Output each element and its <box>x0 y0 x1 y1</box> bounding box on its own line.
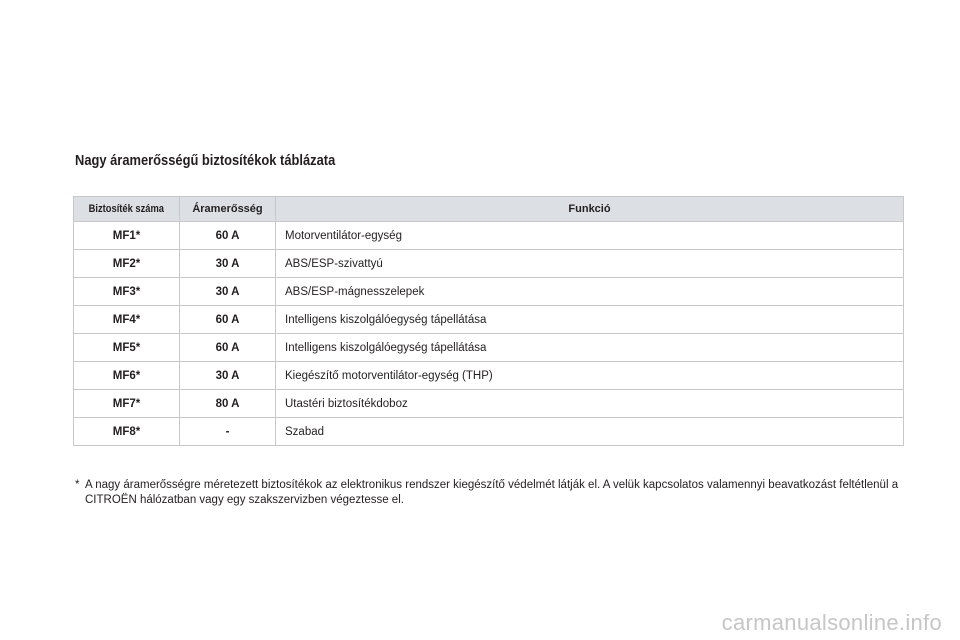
table-header-row <box>74 197 904 222</box>
table-row <box>74 306 904 334</box>
header-fuse-number: Biztosíték száma <box>74 197 180 222</box>
fuse-table <box>73 196 904 446</box>
fuse-number: MF4* <box>74 306 180 334</box>
table-row <box>74 334 904 362</box>
fuse-function: Intelligens kiszolgálóegység tápellátása <box>276 306 904 334</box>
footnote-text: A nagy áramerősségre méretezett biztosítékok az elektronikus rendszer kiegészítő védelmét látják el. A velük kapcsolatos valamennyi beavatkozást feltétlenül a CITROËN hálózatban vagy egy szakszervizben végeztesse el. <box>85 479 899 506</box>
fuse-number: MF3* <box>74 278 180 306</box>
table-row <box>74 278 904 306</box>
table-row <box>74 362 904 390</box>
fuse-number: MF1* <box>74 222 180 250</box>
fuse-current: 80 A <box>180 390 276 418</box>
fuse-function: Szabad <box>276 418 904 446</box>
table-row <box>74 222 904 250</box>
page-title: Nagy áramerősségű biztosítékok táblázata <box>75 152 336 169</box>
fuse-number: MF8* <box>74 418 180 446</box>
fuse-number: MF6* <box>74 362 180 390</box>
table-row <box>74 418 904 446</box>
fuse-function: Intelligens kiszolgálóegység tápellátása <box>276 334 904 362</box>
footnote <box>75 478 915 508</box>
fuse-current: 60 A <box>180 222 276 250</box>
fuse-current: 30 A <box>180 250 276 278</box>
fuse-number: MF7* <box>74 390 180 418</box>
header-function: Funkció <box>276 197 904 222</box>
fuse-current: 30 A <box>180 278 276 306</box>
fuse-function: Utastéri biztosítékdoboz <box>276 390 904 418</box>
fuse-function: ABS/ESP-mágnesszelepek <box>276 278 904 306</box>
watermark-link[interactable]: carmanualsonline.info <box>721 610 942 635</box>
fuse-current: 60 A <box>180 334 276 362</box>
table-row <box>74 390 904 418</box>
header-current: Áramerősség <box>180 197 276 222</box>
fuse-function: Kiegészítő motorventilátor-egység (THP) <box>276 362 904 390</box>
fuse-number: MF2* <box>74 250 180 278</box>
fuse-current: 60 A <box>180 306 276 334</box>
footnote-marker: * <box>75 479 80 491</box>
table-row <box>74 250 904 278</box>
fuse-current: 30 A <box>180 362 276 390</box>
fuse-current: - <box>180 418 276 446</box>
fuse-function: Motorventilátor-egység <box>276 222 904 250</box>
fuse-function: ABS/ESP-szivattyú <box>276 250 904 278</box>
fuse-number: MF5* <box>74 334 180 362</box>
